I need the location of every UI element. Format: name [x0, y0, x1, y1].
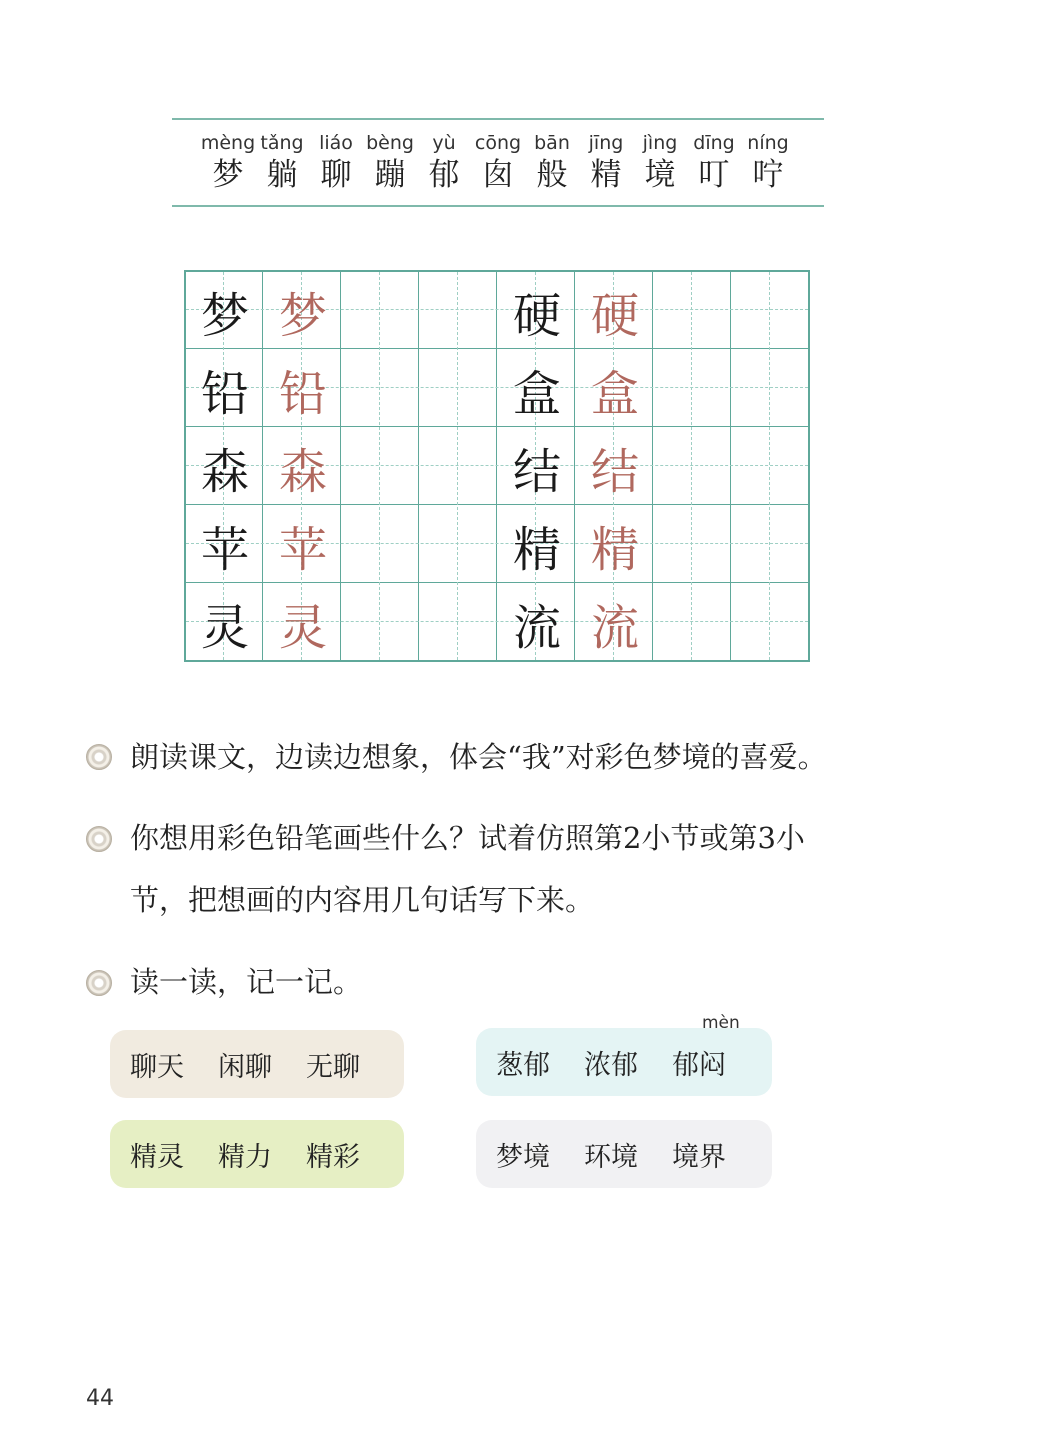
trace-char: 流	[590, 599, 639, 656]
character: 聊	[320, 157, 352, 193]
new-characters-row	[200, 130, 800, 200]
word: 精彩	[306, 1141, 360, 1173]
model-char: 流	[512, 599, 561, 656]
word: 聊天	[130, 1051, 184, 1083]
character: 躺	[266, 157, 298, 193]
character: 囱	[482, 157, 514, 193]
char-card	[740, 130, 796, 194]
exercise-1-text: 朗读课文，边读边想象，体会“我”对彩色梦境的喜爱。	[130, 740, 827, 774]
pinyin: níng	[747, 132, 789, 154]
pinyin-annotation: mèn	[702, 1012, 740, 1033]
band-top-line	[172, 118, 824, 120]
exercise-2-text: 你想用彩色铅笔画些什么？试着仿照第2小节或第3小	[130, 821, 805, 855]
character: 般	[536, 157, 568, 193]
model-char: 硬	[512, 287, 561, 344]
trace-char: 铅	[278, 365, 327, 422]
trace-char: 精	[590, 521, 639, 578]
pinyin: jìng	[642, 132, 678, 154]
trace-char: 硬	[590, 287, 639, 344]
char-card	[416, 130, 472, 194]
character: 叮	[698, 157, 730, 193]
trace-char: 梦	[278, 287, 327, 344]
word: 梦境	[496, 1141, 550, 1173]
pinyin: yù	[432, 132, 456, 154]
char-card	[524, 130, 580, 194]
model-char: 苹	[200, 521, 249, 578]
pinyin: tǎng	[260, 132, 304, 154]
char-card	[308, 130, 364, 194]
word-group-yu	[476, 1012, 772, 1096]
character: 郁	[428, 157, 460, 193]
trace-char: 盒	[590, 365, 639, 422]
exercise-bullet-icon	[86, 970, 112, 996]
model-char: 梦	[200, 287, 249, 344]
character: 咛	[752, 157, 784, 193]
word: 无聊	[306, 1051, 360, 1083]
word: 郁闷 mèn	[672, 1012, 740, 1081]
pinyin: liáo	[319, 132, 353, 154]
char-card	[632, 130, 688, 194]
pinyin: mèng	[200, 132, 256, 154]
word: 精力	[218, 1141, 272, 1173]
trace-char: 灵	[278, 599, 327, 656]
word: 境界	[672, 1141, 726, 1173]
writing-grid	[184, 270, 810, 662]
page-number: 44	[86, 1386, 114, 1411]
word-group-liao	[110, 1030, 404, 1098]
char-card	[362, 130, 418, 194]
word-group-jingjie	[476, 1120, 772, 1188]
pinyin: cōng	[474, 132, 522, 154]
word: 环境	[584, 1141, 638, 1173]
character: 精	[590, 157, 622, 193]
exercise-2-text-cont: 节，把想画的内容用几句话写下来。	[130, 883, 595, 917]
model-char: 铅	[200, 365, 249, 422]
exercise-bullet-icon	[86, 744, 112, 770]
band-bottom-line	[172, 205, 824, 207]
word: 葱郁	[496, 1049, 550, 1081]
char-card	[578, 130, 634, 194]
model-char: 结	[512, 443, 561, 500]
pinyin: dīng	[693, 132, 735, 154]
pinyin: jīng	[588, 132, 624, 154]
word: 浓郁	[584, 1049, 638, 1081]
trace-char: 森	[278, 443, 327, 500]
exercise-3-text: 读一读，记一记。	[130, 965, 363, 999]
character: 蹦	[374, 157, 406, 193]
character: 境	[644, 157, 676, 193]
char-card	[254, 130, 310, 194]
char-card	[686, 130, 742, 194]
word-group-jing	[110, 1120, 404, 1188]
model-char: 森	[200, 443, 249, 500]
word: 精灵	[130, 1141, 184, 1173]
model-char: 精	[512, 521, 561, 578]
char-card	[470, 130, 526, 194]
exercise-bullet-icon	[86, 826, 112, 852]
model-char: 灵	[200, 599, 249, 656]
trace-char: 结	[590, 443, 639, 500]
character: 梦	[212, 157, 244, 193]
word: 闲聊	[218, 1051, 272, 1083]
pinyin: bān	[534, 132, 570, 154]
pinyin: bèng	[366, 132, 414, 154]
char-card	[200, 130, 256, 194]
model-char: 盒	[512, 365, 561, 422]
trace-char: 苹	[278, 521, 327, 578]
